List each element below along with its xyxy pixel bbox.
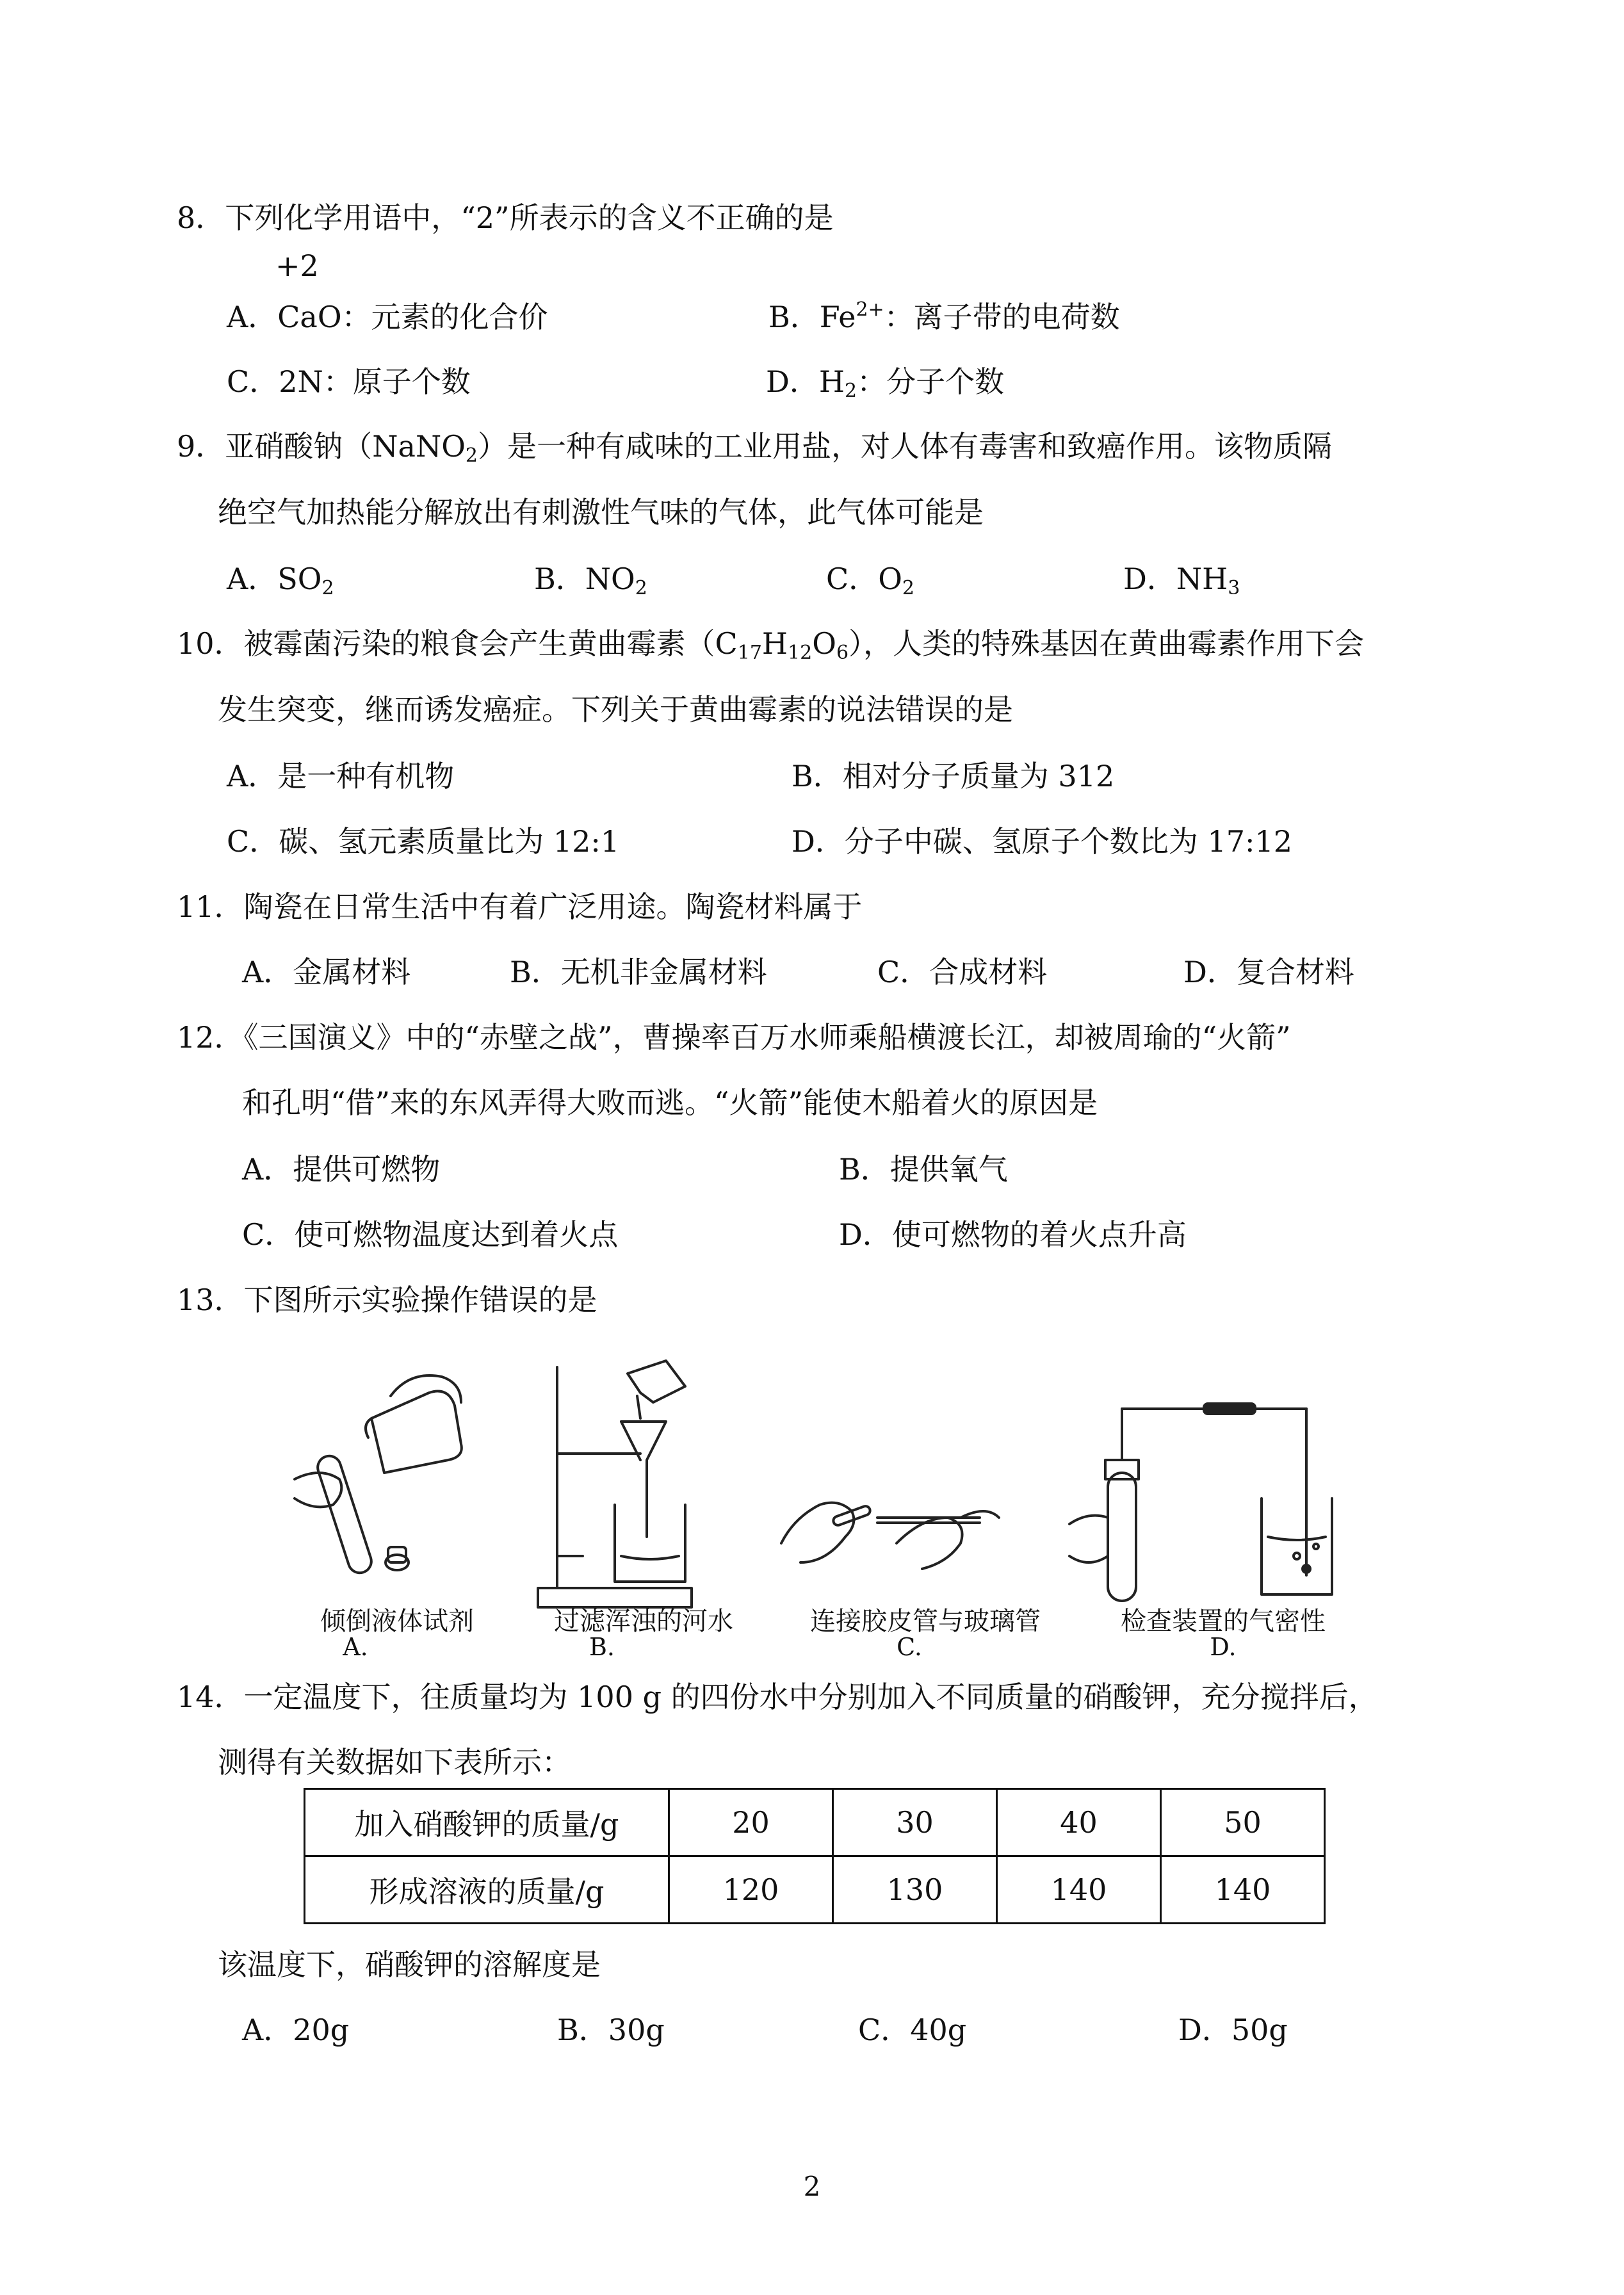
q10-stem-line2: 发生突变，继而诱发癌症。下列关于黄曲霉素的说法错误的是: [218, 692, 1013, 727]
q9-option-d: D．$NH_3$: [1123, 562, 1240, 599]
q8-stem: 8．下列化学用语中，“2”所表示的含义不正确的是: [177, 200, 834, 235]
letter-a: A.: [343, 1633, 368, 1661]
q12-stem-line1: 12．《三国演义》中的“赤壁之战”，曹操率百万水师乘船横渡长江，却被周瑜的“火箭”: [177, 1020, 1291, 1055]
q12-option-a: A．提供可燃物: [242, 1152, 441, 1187]
q10-option-c: C．碳、氢元素质量比为 12:1: [227, 824, 620, 859]
q10-option-a: A．是一种有机物: [227, 759, 455, 793]
q11-option-a: A．金属材料: [242, 955, 411, 989]
table-cell: 140: [997, 1856, 1161, 1924]
q14-question: 该温度下，硝酸钾的溶解度是: [218, 1947, 601, 1982]
q12-stem-line2: 和孔明“借”来的东风弄得大败而逃。“火箭”能使木船着火的原因是: [242, 1085, 1098, 1120]
q13-stem: 13．下图所示实验操作错误的是: [177, 1283, 597, 1317]
table-cell: 30: [833, 1789, 997, 1856]
solubility-data-table: [304, 1788, 1326, 1924]
filtration-illustration: [538, 1361, 692, 1607]
q8-option-a: A．CaO：元素的化合价: [227, 300, 548, 334]
caption-c: 连接胶皮管与玻璃管: [810, 1607, 1041, 1636]
lab-operations-figure: [282, 1358, 1364, 1661]
table-row: [305, 1789, 1325, 1856]
table-cell: 140: [1161, 1856, 1325, 1924]
table-cell: 120: [669, 1856, 833, 1924]
q9-stem-line2: 绝空气加热能分解放出有刺激性气味的气体，此气体可能是: [218, 495, 984, 530]
q14-option-c: C．40g: [858, 2013, 967, 2047]
q12-option-b: B．提供氧气: [839, 1152, 1008, 1187]
airtightness-check-illustration: [1069, 1404, 1332, 1601]
q14-stem-line2: 测得有关数据如下表所示：: [218, 1745, 571, 1780]
pouring-liquid-illustration: [295, 1375, 462, 1576]
letter-b: B.: [589, 1633, 615, 1661]
table-row: [305, 1856, 1325, 1924]
connecting-tubes-illustration: [781, 1503, 999, 1569]
q8-valence-mark: +2: [275, 248, 319, 283]
caption-b: 过滤浑浊的河水: [554, 1607, 733, 1636]
q14-option-a: A．20g: [242, 2013, 350, 2047]
q9-option-a: A．$SO_2$: [227, 562, 334, 599]
q12-option-c: C．使可燃物温度达到着火点: [242, 1217, 619, 1252]
q14-option-d: D．50g: [1178, 2013, 1288, 2047]
table-cell: 50: [1161, 1789, 1325, 1856]
row-header-solution-mass: 形成溶液的质量/g: [305, 1856, 669, 1924]
q8-option-c: C．2N：原子个数: [227, 364, 471, 399]
q14-stem-line1: 14．一定温度下，往质量均为 100 g 的四份水中分别加入不同质量的硝酸钾，充分搅拌后，: [177, 1680, 1378, 1714]
table-cell: 130: [833, 1856, 997, 1924]
q11-option-b: B．无机非金属材料: [510, 955, 767, 989]
page-number: 2: [803, 2171, 821, 2202]
letter-c: C.: [897, 1633, 922, 1661]
q9-option-c: C．$O_2$: [826, 562, 915, 599]
q14-option-b: B．30g: [557, 2013, 665, 2047]
q11-option-c: C．合成材料: [877, 955, 1048, 989]
row-header-added-mass: 加入硝酸钾的质量/g: [305, 1789, 669, 1856]
table-cell: 20: [669, 1789, 833, 1856]
q10-stem-line1: 10．被霉菌污染的粮食会产生黄曲霉素$(C_{17}H_{12}O_6)$，人类的特殊基因在黄曲霉素作用下会: [177, 626, 1365, 664]
q8-option-b: B．$Fe^{2+}$：离子带的电荷数: [768, 298, 1120, 334]
caption-a: 倾倒液体试剂: [320, 1607, 474, 1636]
q11-option-d: D．复合材料: [1183, 955, 1354, 989]
letter-d: D.: [1210, 1633, 1237, 1661]
q11-stem: 11．陶瓷在日常生活中有着广泛用途。陶瓷材料属于: [177, 889, 863, 924]
q12-option-d: D．使可燃物的着火点升高: [839, 1217, 1187, 1252]
q9-option-b: B．$NO_2$: [534, 562, 647, 599]
table-cell: 40: [997, 1789, 1161, 1856]
q10-option-d: D．分子中碳、氢原子个数比为 17:12: [792, 824, 1293, 859]
caption-d: 检查装置的气密性: [1121, 1607, 1326, 1636]
q10-option-b: B．相对分子质量为 312: [792, 759, 1115, 793]
q8-option-d: D．$H_2$：分子个数: [766, 364, 1005, 402]
q9-stem-line1: 9．亚硝酸钠（NaNO$_2$）是一种有咸味的工业用盐，对人体有毒害和致癌作用。该物质隔: [177, 429, 1332, 467]
